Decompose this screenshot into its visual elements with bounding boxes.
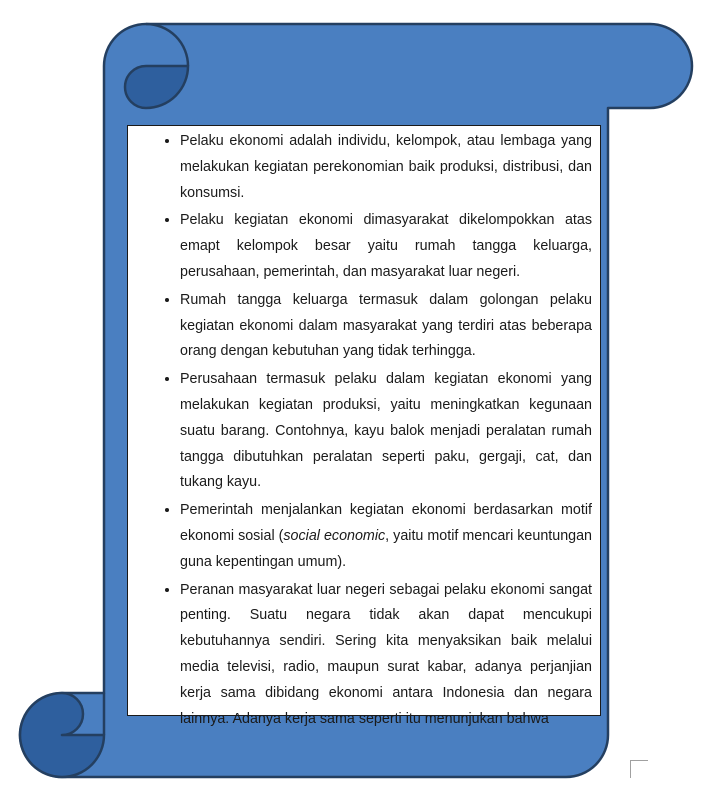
page-corner-mark	[630, 760, 648, 778]
list-item: • Pemerintah menjalankan kegiatan ekonomi berdasarkan motif ekonomi sosial (social economic, yaitu motif mencari keuntungan guna kepentingan umum).	[180, 497, 592, 575]
list-item: • Pelaku kegiatan ekonomi dimasyarakat dikelompokkan atas emapt kelompok besar yaitu rumah tangga keluarga, perusahaan, pemerintah, dan masyarakat luar negeri.	[180, 207, 592, 285]
list-item: • Perusahaan termasuk pelaku dalam kegiatan ekonomi yang melakukan kegiatan produksi, yaitu meningkatkan kegunaan suatu barang. Contohnya, kayu balok menjadi peralatan rumah tangga dibutuhkan peralatan seperti paku, gergaji, cat, dan tukang kayu.	[180, 366, 592, 496]
list-item: • Peranan masyarakat luar negeri sebagai pelaku ekonomi sangat penting. Suatu negara tidak akan dapat mencukupi kebutuhannya sendiri. Sering kita menyaksikan baik melalui media televisi, radio, maupun surat kabar, adanya perjanjian kerja sama dibidang ekonomi antara Indonesia dan negara lainnya. Adanya kerja sama seperti itu menunjukan bahwa	[180, 577, 592, 733]
italic-term: social economic	[283, 527, 386, 544]
list-item: • Pelaku ekonomi adalah individu, kelompok, atau lembaga yang melakukan kegiatan perekonomian baik produksi, distribusi, dan konsumsi.	[180, 126, 592, 206]
document-text-area	[127, 125, 601, 727]
list-item: • Rumah tangga keluarga termasuk dalam golongan pelaku kegiatan ekonomi dalam masyarakat yang terdiri atas beberapa orang dengan kebutuhan yang tidak terhingga.	[180, 287, 592, 365]
bullet-list	[128, 126, 600, 732]
